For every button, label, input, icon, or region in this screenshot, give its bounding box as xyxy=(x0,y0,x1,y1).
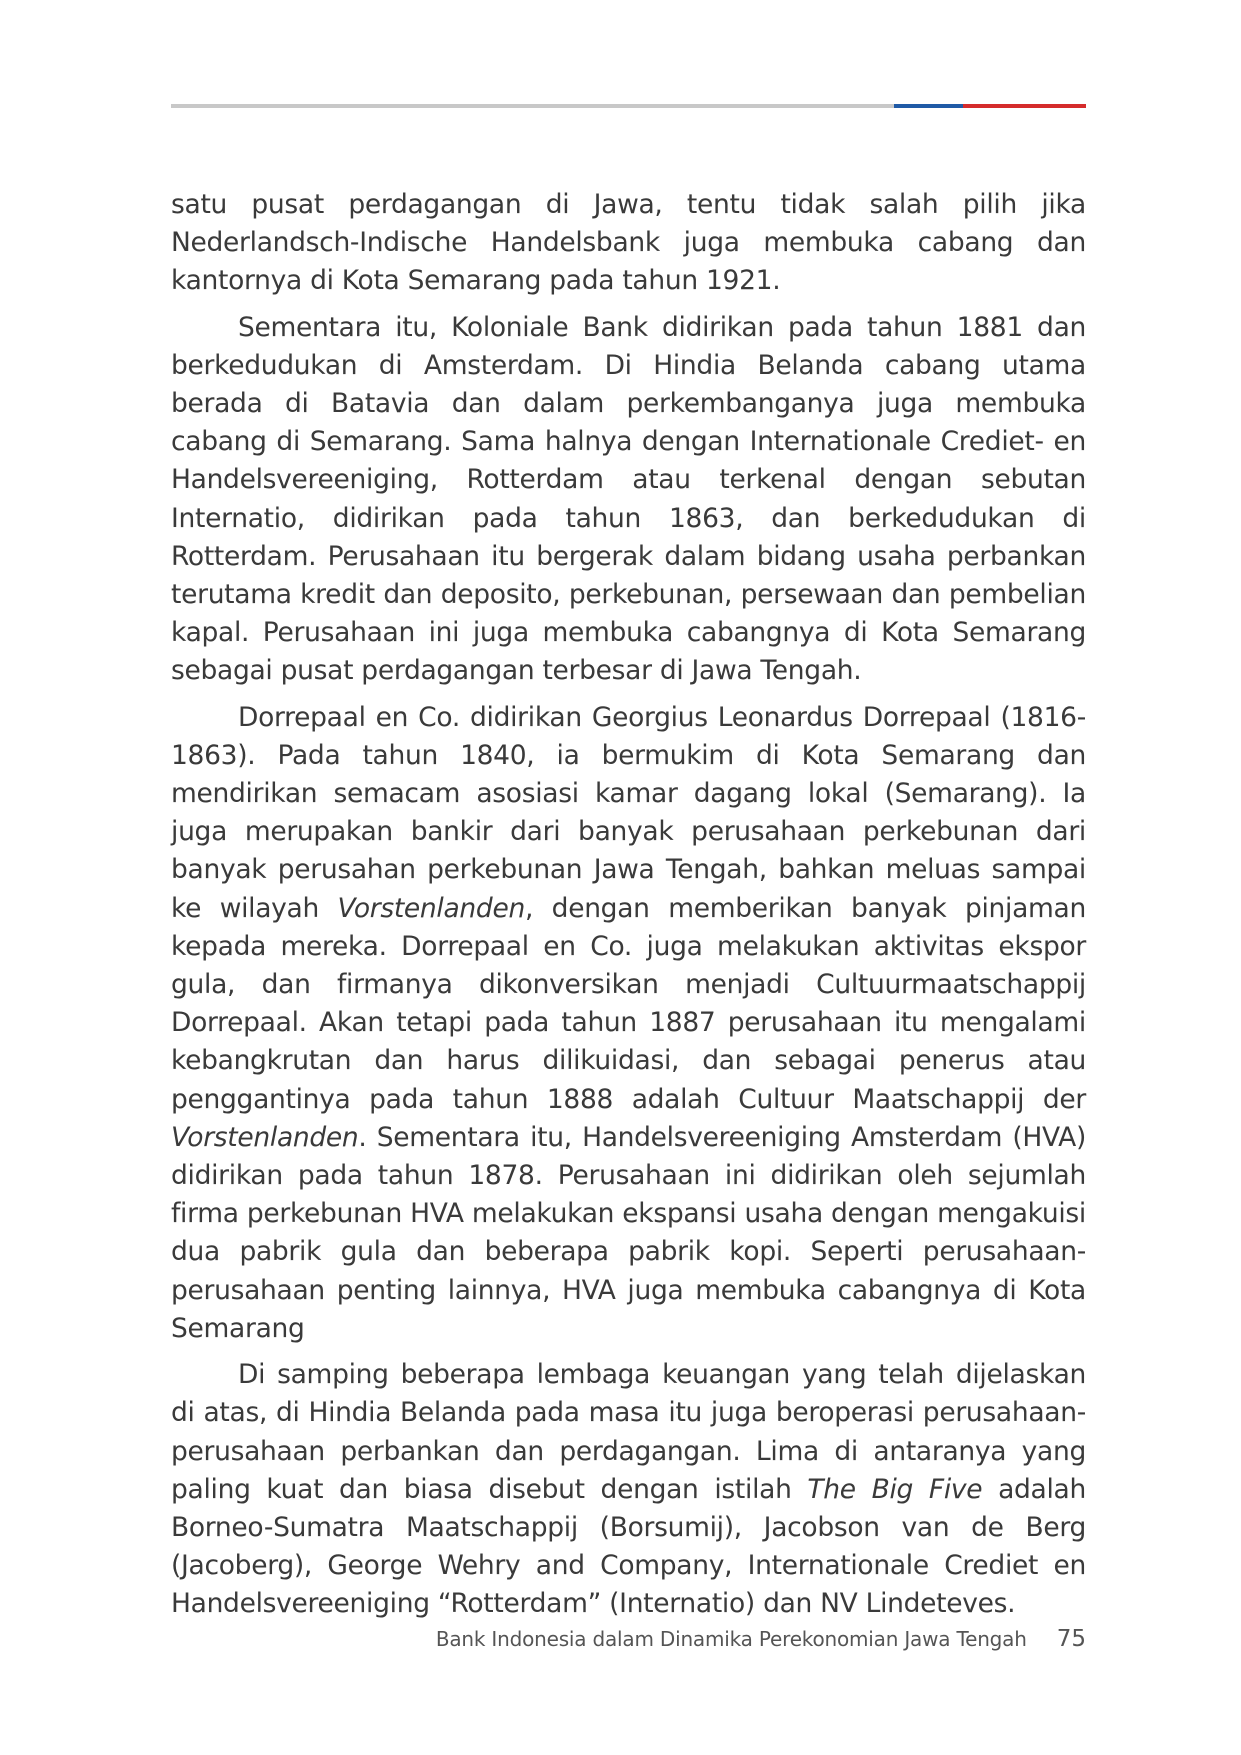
paragraph-3-italic-2: Vorstenlanden xyxy=(171,1121,359,1153)
paragraph-4-part-b: adalah Borneo-Sumatra Maatschappij (Borsumij), Jacobson van de Berg (Jacoberg), George Wehry and Company, Internationale Crediet en Handelsvereeniging “Rotterdam” (Internatio) dan NV Lindeteves. xyxy=(171,1473,1086,1620)
paragraph-4 xyxy=(171,1356,1086,1623)
page-number: 75 xyxy=(1056,1626,1086,1652)
header-rule-red xyxy=(963,104,1086,108)
header-rule-gray xyxy=(171,104,894,108)
body-text xyxy=(171,186,1086,1632)
page-footer xyxy=(436,1626,1086,1652)
paragraph-4-italic-1: The Big Five xyxy=(807,1473,983,1505)
paragraph-4-part-a: Di samping beberapa lembaga keuangan yang telah dijelaskan di atas, di Hindia Belanda pada masa itu juga beroperasi perusahaan-perusahaan perbankan dan perdagangan. Lima di antaranya yang paling kuat dan biasa disebut dengan istilah xyxy=(171,1359,1086,1505)
paragraph-3-part-c: . Sementara itu, Handelsvereeniging Amsterdam (HVA) didirikan pada tahun 1878. Perusahaan ini didirikan oleh sejumlah firma perkebunan HVA melakukan ekspansi usaha dengan mengakuisi dua pabrik gula dan beberapa pabrik kopi. Seperti perusahaan-perusahaan penting lainnya, HVA juga membuka cabangnya di Kota Semarang xyxy=(171,1121,1086,1344)
header-rule-blue xyxy=(894,104,963,108)
footer-book-title: Bank Indonesia dalam Dinamika Perekonomian Jawa Tengah xyxy=(435,1627,1027,1651)
paragraph-3-part-a: Dorrepaal en Co. didirikan Georgius Leonardus Dorrepaal (1816-1863). Pada tahun 1840, ia bermukim di Kota Semarang dan mendirikan semacam asosiasi kamar dagang lokal (Semarang). Ia juga merupakan bankir dari banyak perusahaan perkebunan dari banyak perusahan perkebunan Jawa Tengah, bahkan meluas sampai ke wilayah xyxy=(171,701,1086,924)
header-rule xyxy=(171,104,1086,108)
paragraph-3-italic-1: Vorstenlanden xyxy=(337,892,525,924)
paragraph-3-part-b: , dengan memberikan banyak pinjaman kepada mereka. Dorrepaal en Co. juga melakukan aktivitas ekspor gula, dan firmanya dikonversikan menjadi Cultuurmaatschappij Dorrepaal. Akan tetapi pada tahun 1887 perusahaan itu mengalami kebangkrutan dan harus dilikuidasi, dan sebagai penerus atau penggantinya pada tahun 1888 adalah Cultuur Maatschappij der xyxy=(171,892,1086,1115)
paragraph-3 xyxy=(171,699,1086,1348)
paragraph-1: satu pusat perdagangan di Jawa, tentu tidak salah pilih jika Nederlandsch-Indische Handelsbank juga membuka cabang dan kantornya di Kota Semarang pada tahun 1921. xyxy=(171,189,1086,297)
paragraph-2: Sementara itu, Koloniale Bank didirikan pada tahun 1881 dan berkedudukan di Amsterdam. Di Hindia Belanda cabang utama berada di Batavia dan dalam perkembanganya juga membuka cabang di Semarang. Sama halnya dengan Internationale Crediet- en Handelsvereeniging, Rotterdam atau terkenal dengan sebutan Internatio, didirikan pada tahun 1863, dan berkedudukan di Rotterdam. Perusahaan itu bergerak dalam bidang usaha perbankan terutama kredit dan deposito, perkebunan, persewaan dan pembelian kapal. Perusahaan ini juga membuka cabangnya di Kota Semarang sebagai pusat perdagangan terbesar di Jawa Tengah. xyxy=(171,311,1086,687)
